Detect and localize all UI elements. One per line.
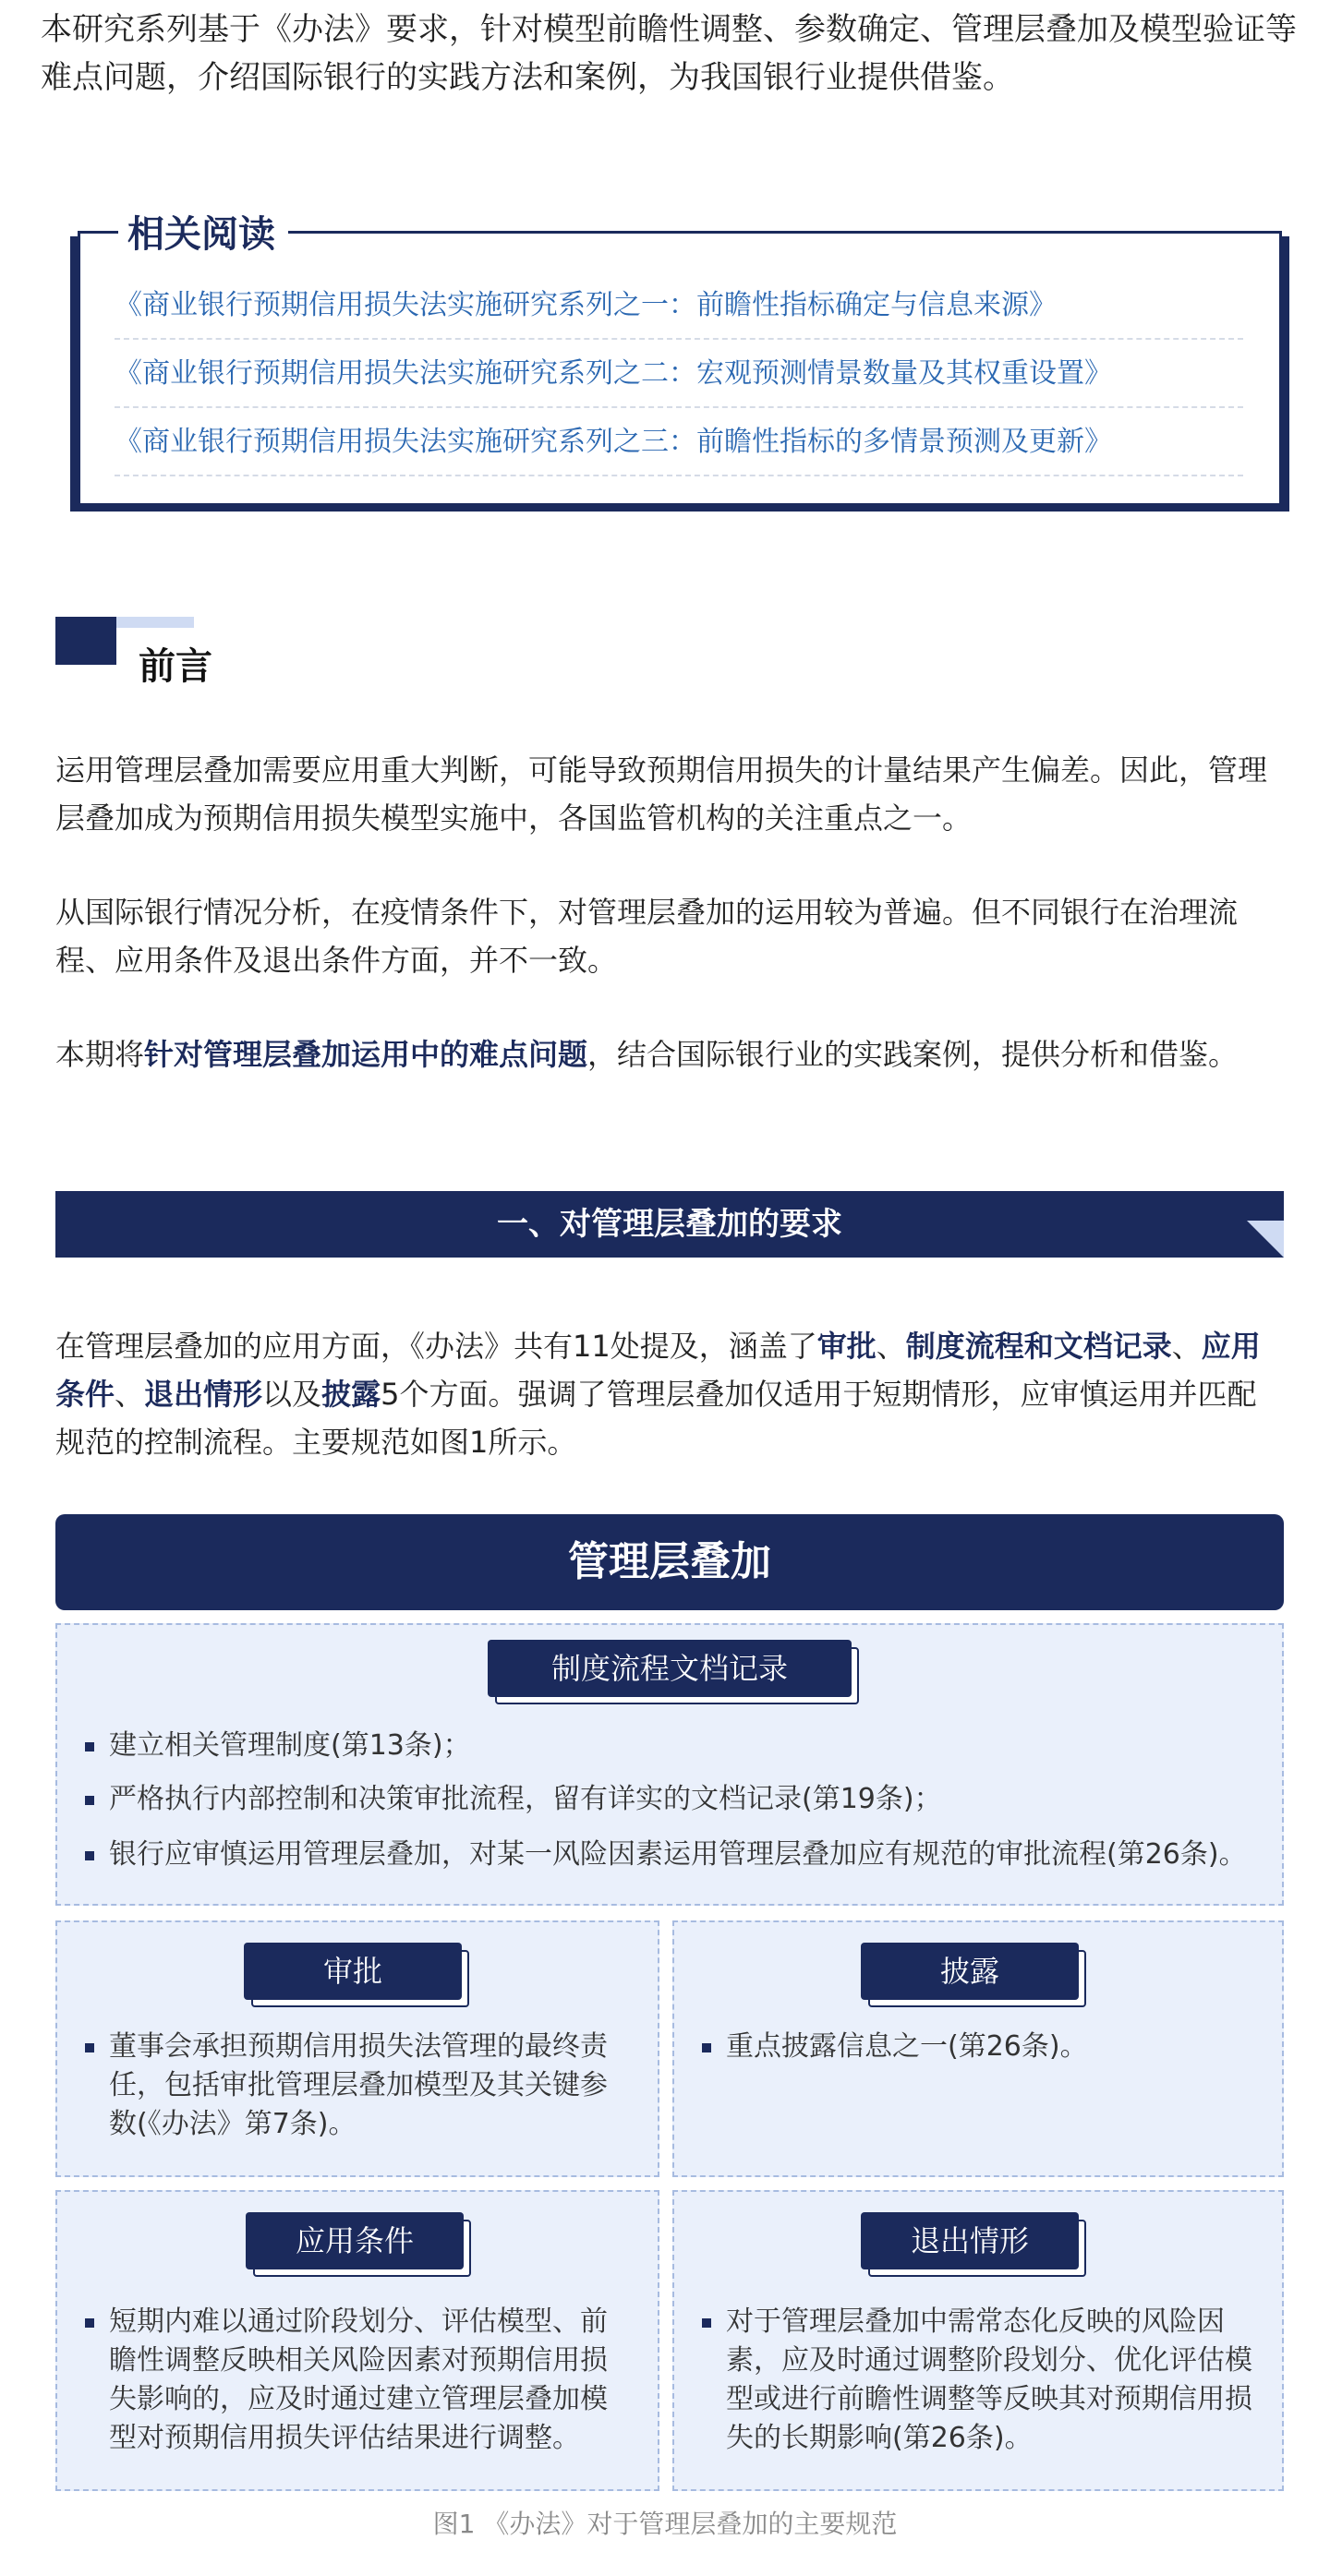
- related-link-1[interactable]: 《商业银行预期信用损失法实施研究系列之一：前瞻性指标确定与信息来源》: [115, 271, 1243, 340]
- section-1-banner: 一、对管理层叠加的要求: [55, 1191, 1284, 1258]
- exit-item: 对于管理层叠加中需常态化反映的风险因素，应及时通过调整阶段划分、优化评估模型或进行前瞻性调整等反映其对预期信用损失的长期影响(第26条)。: [702, 2303, 1256, 2458]
- preface-paragraph-2: 从国际银行情况分析，在疫情条件下，对管理层叠加的运用较为普遍。但不同银行在治理流程、应用条件及退出条件方面，并不一致。: [55, 895, 1239, 978]
- tag-exit-situations: 退出情形: [861, 2212, 1079, 2269]
- conditions-item: 短期内难以通过阶段划分、评估模型、前瞻性调整反映相关风险因素对预期信用损失影响的，应及时通过建立管理层叠加模型对预期信用损失评估结果进行调整。: [85, 2303, 630, 2458]
- related-link-2[interactable]: 《商业银行预期信用损失法实施研究系列之二：宏观预测情景数量及其权重设置》: [115, 340, 1243, 408]
- related-reading-title: 相关阅读: [118, 209, 288, 260]
- preface-paragraph-3: 本期将针对管理层叠加运用中的难点问题，结合国际银行业的实践案例，提供分析和借鉴。: [55, 1037, 1239, 1072]
- approval-item: 董事会承担预期信用损失法管理的最终责任，包括审批管理层叠加模型及其关键参数(《办法》第7条)。: [85, 2028, 630, 2144]
- preface-paragraph-1: 运用管理层叠加需要应用重大判断，可能导致预期信用损失的计量结果产生偏差。因此，管理层叠加成为预期信用损失模型实施中，各国监管机构的关注重点之一。: [55, 752, 1268, 836]
- preface-decoration-square: [55, 617, 116, 665]
- preface-emphasis: 针对管理层叠加运用中的难点问题: [144, 1037, 588, 1072]
- related-link-3[interactable]: 《商业银行预期信用损失法实施研究系列之三：前瞻性指标的多情景预测及更新》: [115, 408, 1243, 476]
- preface-title: 前言: [139, 645, 212, 688]
- tag-disclosure: 披露: [861, 1943, 1079, 2000]
- banner-fold-corner: [1247, 1221, 1284, 1258]
- system-item-1: 建立相关管理制度(第13条)；: [85, 1727, 1276, 1765]
- figure-title: 管理层叠加: [55, 1514, 1284, 1610]
- intro-paragraph: 本研究系列基于《办法》要求，针对模型前瞻性调整、参数确定、管理层叠加及模型验证等难点问题，介绍国际银行的实践方法和案例，为我国银行业提供借鉴。: [41, 11, 1297, 96]
- system-item-2: 严格执行内部控制和决策审批流程，留有详实的文档记录(第19条)；: [85, 1780, 1276, 1819]
- tag-system-process: 制度流程文档记录: [488, 1640, 852, 1697]
- system-item-3: 银行应审慎运用管理层叠加，对某一风险因素运用管理层叠加应有规范的审批流程(第26条)。: [85, 1836, 1282, 1874]
- tag-approval: 审批: [244, 1943, 462, 2000]
- tag-application-conditions: 应用条件: [246, 2212, 464, 2269]
- section-1-paragraph: 在管理层叠加的应用方面，《办法》共有11处提及，涵盖了审批、制度流程和文档记录、应用条件、退出情形以及披露5个方面。强调了管理层叠加仅适用于短期情形，应审慎运用并匹配规范的控制流程。主要规范如图1所示。: [55, 1329, 1261, 1460]
- figure-caption: 图1 《办法》对于管理层叠加的主要规范: [432, 2509, 898, 2539]
- disclosure-item: 重点披露信息之一(第26条)。: [702, 2028, 1256, 2066]
